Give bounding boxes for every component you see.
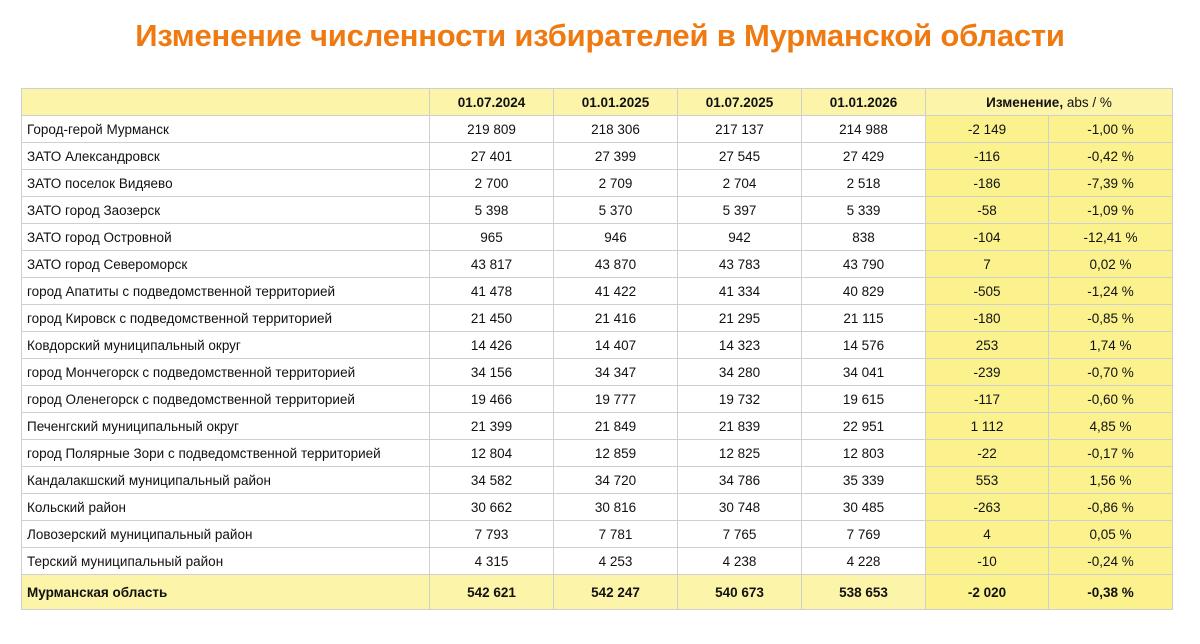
change-pct: 0,02 % <box>1049 251 1173 278</box>
district-name: Город-герой Мурманск <box>22 116 430 143</box>
change-abs: 4 <box>926 521 1049 548</box>
district-name: город Оленегорск с подведомственной территорией <box>22 386 430 413</box>
change-abs: 1 112 <box>926 413 1049 440</box>
voters-value: 30 662 <box>430 494 554 521</box>
voters-value: 540 673 <box>678 575 802 610</box>
voters-value: 27 399 <box>554 143 678 170</box>
change-pct: 0,05 % <box>1049 521 1173 548</box>
change-abs: -104 <box>926 224 1049 251</box>
voters-value: 2 700 <box>430 170 554 197</box>
voters-value: 542 621 <box>430 575 554 610</box>
voters-value: 34 347 <box>554 359 678 386</box>
change-pct: 4,85 % <box>1049 413 1173 440</box>
voters-value: 4 315 <box>430 548 554 575</box>
district-name: Ловозерский муниципальный район <box>22 521 430 548</box>
change-pct: 1,56 % <box>1049 467 1173 494</box>
table-row <box>22 278 1173 305</box>
header-row <box>22 89 1173 116</box>
header-change-label: Изменение, <box>986 94 1064 110</box>
district-name: ЗАТО город Островной <box>22 224 430 251</box>
change-abs: -186 <box>926 170 1049 197</box>
change-abs: -2 020 <box>926 575 1049 610</box>
voters-value: 21 849 <box>554 413 678 440</box>
voters-value: 7 793 <box>430 521 554 548</box>
voters-value: 2 709 <box>554 170 678 197</box>
table-row <box>22 116 1173 143</box>
voters-value: 14 576 <box>802 332 926 359</box>
header-date-3: 01.07.2025 <box>678 89 802 116</box>
voters-value: 12 804 <box>430 440 554 467</box>
voters-value: 30 748 <box>678 494 802 521</box>
district-name: Ковдорский муниципальный округ <box>22 332 430 359</box>
voters-value: 21 115 <box>802 305 926 332</box>
voters-value: 19 777 <box>554 386 678 413</box>
district-name: ЗАТО город Североморск <box>22 251 430 278</box>
header-change <box>926 89 1173 116</box>
change-pct: -0,17 % <box>1049 440 1173 467</box>
change-abs: -116 <box>926 143 1049 170</box>
table-row <box>22 305 1173 332</box>
voters-value: 34 156 <box>430 359 554 386</box>
table-row <box>22 143 1173 170</box>
voters-value: 4 228 <box>802 548 926 575</box>
voters-value: 14 323 <box>678 332 802 359</box>
voters-value: 2 704 <box>678 170 802 197</box>
voters-value: 7 781 <box>554 521 678 548</box>
voters-value: 40 829 <box>802 278 926 305</box>
district-name: город Мончегорск с подведомственной территорией <box>22 359 430 386</box>
voters-value: 965 <box>430 224 554 251</box>
district-name: ЗАТО поселок Видяево <box>22 170 430 197</box>
district-name: город Полярные Зори с подведомственной территорией <box>22 440 430 467</box>
voters-value: 218 306 <box>554 116 678 143</box>
voters-value: 41 334 <box>678 278 802 305</box>
voters-value: 946 <box>554 224 678 251</box>
voters-value: 21 450 <box>430 305 554 332</box>
voters-value: 12 859 <box>554 440 678 467</box>
voters-value: 27 545 <box>678 143 802 170</box>
voters-value: 34 280 <box>678 359 802 386</box>
table-row <box>22 359 1173 386</box>
voters-value: 21 295 <box>678 305 802 332</box>
district-name: Мурманская область <box>22 575 430 610</box>
table-row <box>22 494 1173 521</box>
change-abs: -2 149 <box>926 116 1049 143</box>
voters-value: 5 339 <box>802 197 926 224</box>
voters-value: 43 783 <box>678 251 802 278</box>
district-name: ЗАТО город Заозерск <box>22 197 430 224</box>
table-row <box>22 251 1173 278</box>
table-row <box>22 467 1173 494</box>
change-abs: -10 <box>926 548 1049 575</box>
table-row <box>22 440 1173 467</box>
voters-value: 43 870 <box>554 251 678 278</box>
voters-value: 41 422 <box>554 278 678 305</box>
change-pct: -0,24 % <box>1049 548 1173 575</box>
total-row <box>22 575 1173 610</box>
change-abs: -180 <box>926 305 1049 332</box>
voters-value: 21 839 <box>678 413 802 440</box>
voters-value: 34 582 <box>430 467 554 494</box>
voters-value: 21 416 <box>554 305 678 332</box>
district-name: город Кировск с подведомственной территорией <box>22 305 430 332</box>
header-date-1: 01.07.2024 <box>430 89 554 116</box>
voters-value: 14 407 <box>554 332 678 359</box>
change-pct: 1,74 % <box>1049 332 1173 359</box>
voters-value: 214 988 <box>802 116 926 143</box>
table-row <box>22 521 1173 548</box>
change-abs: -505 <box>926 278 1049 305</box>
voters-value: 19 732 <box>678 386 802 413</box>
voters-value: 19 615 <box>802 386 926 413</box>
table-row <box>22 548 1173 575</box>
voters-value: 30 485 <box>802 494 926 521</box>
district-name: ЗАТО Александровск <box>22 143 430 170</box>
voters-value: 4 253 <box>554 548 678 575</box>
voters-value: 2 518 <box>802 170 926 197</box>
change-pct: -12,41 % <box>1049 224 1173 251</box>
voters-value: 538 653 <box>802 575 926 610</box>
district-name: Терский муниципальный район <box>22 548 430 575</box>
change-abs: -58 <box>926 197 1049 224</box>
voters-value: 41 478 <box>430 278 554 305</box>
voters-value: 14 426 <box>430 332 554 359</box>
change-pct: -1,09 % <box>1049 197 1173 224</box>
voters-value: 542 247 <box>554 575 678 610</box>
voters-value: 4 238 <box>678 548 802 575</box>
voters-value: 21 399 <box>430 413 554 440</box>
voters-table <box>21 88 1173 610</box>
change-pct: -1,24 % <box>1049 278 1173 305</box>
change-pct: -0,42 % <box>1049 143 1173 170</box>
voters-value: 34 720 <box>554 467 678 494</box>
table-row <box>22 413 1173 440</box>
change-abs: -117 <box>926 386 1049 413</box>
change-pct: -0,86 % <box>1049 494 1173 521</box>
voters-value: 838 <box>802 224 926 251</box>
change-abs: 7 <box>926 251 1049 278</box>
voters-value: 217 137 <box>678 116 802 143</box>
change-abs: 253 <box>926 332 1049 359</box>
voters-value: 12 825 <box>678 440 802 467</box>
change-abs: -22 <box>926 440 1049 467</box>
voters-value: 34 041 <box>802 359 926 386</box>
table-row <box>22 332 1173 359</box>
district-name: город Апатиты с подведомственной территорией <box>22 278 430 305</box>
table-row <box>22 386 1173 413</box>
table-row <box>22 224 1173 251</box>
header-name-cell <box>22 89 430 116</box>
voters-value: 7 769 <box>802 521 926 548</box>
voters-value: 7 765 <box>678 521 802 548</box>
change-abs: -239 <box>926 359 1049 386</box>
header-date-4: 01.01.2026 <box>802 89 926 116</box>
change-abs: 553 <box>926 467 1049 494</box>
table-row <box>22 197 1173 224</box>
district-name: Кольский район <box>22 494 430 521</box>
voters-value: 43 817 <box>430 251 554 278</box>
voters-value: 19 466 <box>430 386 554 413</box>
voters-value: 34 786 <box>678 467 802 494</box>
voters-value: 219 809 <box>430 116 554 143</box>
voters-value: 12 803 <box>802 440 926 467</box>
voters-value: 5 398 <box>430 197 554 224</box>
voters-value: 43 790 <box>802 251 926 278</box>
voters-value: 942 <box>678 224 802 251</box>
voters-value: 5 370 <box>554 197 678 224</box>
voters-value: 35 339 <box>802 467 926 494</box>
voters-value: 30 816 <box>554 494 678 521</box>
district-name: Печенгский муниципальный округ <box>22 413 430 440</box>
table-body <box>22 116 1173 610</box>
change-pct: -1,00 % <box>1049 116 1173 143</box>
district-name: Кандалакшский муниципальный район <box>22 467 430 494</box>
header-date-2: 01.01.2025 <box>554 89 678 116</box>
voters-value: 22 951 <box>802 413 926 440</box>
change-pct: -0,70 % <box>1049 359 1173 386</box>
header-change-unit: abs / % <box>1066 94 1112 110</box>
change-pct: -0,60 % <box>1049 386 1173 413</box>
voters-value: 5 397 <box>678 197 802 224</box>
change-pct: -0,38 % <box>1049 575 1173 610</box>
table-row <box>22 170 1173 197</box>
change-pct: -0,85 % <box>1049 305 1173 332</box>
change-abs: -263 <box>926 494 1049 521</box>
change-pct: -7,39 % <box>1049 170 1173 197</box>
voters-value: 27 401 <box>430 143 554 170</box>
page-title: Изменение численности избирателей в Мурманской области <box>135 18 1065 53</box>
voters-value: 27 429 <box>802 143 926 170</box>
